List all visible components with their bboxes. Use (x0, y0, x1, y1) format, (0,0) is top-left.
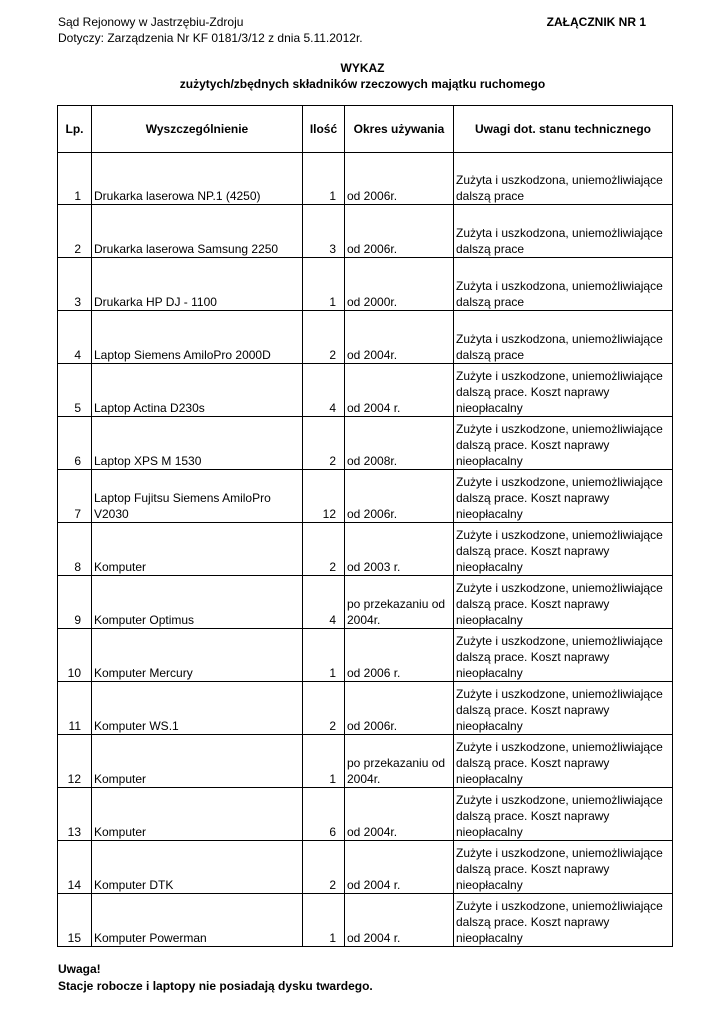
cell-remarks: Zużyta i uszkodzona, uniemożliwiające dalszą prace (454, 311, 673, 364)
cell-name: Komputer Mercury (92, 629, 303, 682)
table-row (58, 788, 673, 841)
document-title (0, 60, 725, 92)
note-text: Stacje robocze i laptopy nie posiadają dysku twardego. (58, 979, 373, 993)
cell-period: od 2004r. (345, 311, 454, 364)
cell-name: Laptop Actina D230s (92, 364, 303, 417)
cell-lp: 2 (58, 205, 92, 258)
cell-lp: 10 (58, 629, 92, 682)
cell-lp: 12 (58, 735, 92, 788)
cell-remarks: Zużyte i uszkodzone, uniemożliwiające dalszą prace. Koszt naprawy nieopłacalny (454, 629, 673, 682)
cell-name: Laptop Siemens AmiloPro 2000D (92, 311, 303, 364)
cell-lp: 6 (58, 417, 92, 470)
cell-name: Drukarka laserowa NP.1 (4250) (92, 153, 303, 205)
table-row (58, 576, 673, 629)
table-row (58, 364, 673, 417)
attachment-label: ZAŁĄCZNIK NR 1 (546, 15, 646, 29)
table-row (58, 470, 673, 523)
cell-lp: 1 (58, 153, 92, 205)
table-row (58, 311, 673, 364)
table-row (58, 894, 673, 947)
cell-period: od 2006r. (345, 205, 454, 258)
title-line-1: WYKAZ (340, 61, 385, 75)
table-row (58, 841, 673, 894)
cell-qty: 2 (303, 417, 345, 470)
cell-qty: 2 (303, 841, 345, 894)
cell-period: od 2004r. (345, 788, 454, 841)
court-name: Sąd Rejonowy w Jastrzębiu-Zdroju (58, 15, 244, 29)
column-header: Lp. (58, 106, 92, 153)
cell-lp: 5 (58, 364, 92, 417)
cell-lp: 4 (58, 311, 92, 364)
cell-remarks: Zużyte i uszkodzone, uniemożliwiające dalszą prace. Koszt naprawy nieopłacalny (454, 735, 673, 788)
cell-remarks: Zużyte i uszkodzone, uniemożliwiające dalszą prace. Koszt naprawy nieopłacalny (454, 576, 673, 629)
cell-period: od 2008r. (345, 417, 454, 470)
cell-qty: 1 (303, 153, 345, 205)
cell-name: Komputer WS.1 (92, 682, 303, 735)
cell-remarks: Zużyta i uszkodzona, uniemożliwiające dalszą prace (454, 205, 673, 258)
column-header: Okres używania (345, 106, 454, 153)
cell-qty: 1 (303, 894, 345, 947)
table-row (58, 629, 673, 682)
cell-name: Komputer (92, 523, 303, 576)
column-header: Wyszczególnienie (92, 106, 303, 153)
cell-qty: 1 (303, 735, 345, 788)
cell-name: Drukarka laserowa Samsung 2250 (92, 205, 303, 258)
cell-remarks: Zużyte i uszkodzone, uniemożliwiające dalszą prace. Koszt naprawy nieopłacalny (454, 470, 673, 523)
cell-lp: 8 (58, 523, 92, 576)
inventory-table (57, 105, 673, 947)
cell-qty: 4 (303, 364, 345, 417)
cell-name: Komputer Powerman (92, 894, 303, 947)
cell-remarks: Zużyta i uszkodzona, uniemożliwiające dalszą prace (454, 258, 673, 311)
cell-lp: 9 (58, 576, 92, 629)
cell-lp: 11 (58, 682, 92, 735)
table-row (58, 153, 673, 205)
note (58, 961, 373, 995)
cell-qty: 4 (303, 576, 345, 629)
table-row (58, 258, 673, 311)
cell-period: od 2006r. (345, 470, 454, 523)
cell-name: Drukarka HP DJ - 1100 (92, 258, 303, 311)
table-row (58, 417, 673, 470)
table-row (58, 523, 673, 576)
cell-name: Laptop Fujitsu Siemens AmiloPro V2030 (92, 470, 303, 523)
cell-qty: 1 (303, 258, 345, 311)
column-header: Ilość (303, 106, 345, 153)
cell-remarks: Zużyta i uszkodzona, uniemożliwiające dalszą prace (454, 153, 673, 205)
cell-name: Laptop XPS M 1530 (92, 417, 303, 470)
cell-period: po przekazaniu od 2004r. (345, 576, 454, 629)
cell-qty: 12 (303, 470, 345, 523)
cell-name: Komputer (92, 788, 303, 841)
cell-remarks: Zużyte i uszkodzone, uniemożliwiające dalszą prace. Koszt naprawy nieopłacalny (454, 841, 673, 894)
cell-qty: 1 (303, 629, 345, 682)
cell-period: od 2006r. (345, 682, 454, 735)
cell-remarks: Zużyte i uszkodzone, uniemożliwiające dalszą prace. Koszt naprawy nieopłacalny (454, 894, 673, 947)
column-header: Uwagi dot. stanu technicznego (454, 106, 673, 153)
cell-period: po przekazaniu od 2004r. (345, 735, 454, 788)
cell-lp: 15 (58, 894, 92, 947)
cell-period: od 2004 r. (345, 841, 454, 894)
cell-period: od 2004 r. (345, 894, 454, 947)
note-label: Uwaga! (58, 962, 101, 976)
table-row (58, 205, 673, 258)
table-row (58, 682, 673, 735)
cell-period: od 2003 r. (345, 523, 454, 576)
cell-qty: 2 (303, 311, 345, 364)
table-header-row (58, 106, 673, 153)
document-header (58, 14, 363, 46)
title-line-2: zużytych/zbędnych składników rzeczowych majątku ruchomego (179, 77, 546, 91)
cell-name: Komputer DTK (92, 841, 303, 894)
cell-remarks: Zużyte i uszkodzone, uniemożliwiające dalszą prace. Koszt naprawy nieopłacalny (454, 364, 673, 417)
cell-lp: 7 (58, 470, 92, 523)
cell-name: Komputer (92, 735, 303, 788)
cell-period: od 2006r. (345, 153, 454, 205)
cell-period: od 2006 r. (345, 629, 454, 682)
cell-qty: 6 (303, 788, 345, 841)
cell-lp: 13 (58, 788, 92, 841)
cell-remarks: Zużyte i uszkodzone, uniemożliwiające dalszą prace. Koszt naprawy nieopłacalny (454, 682, 673, 735)
cell-remarks: Zużyte i uszkodzone, uniemożliwiające dalszą prace. Koszt naprawy nieopłacalny (454, 788, 673, 841)
cell-lp: 14 (58, 841, 92, 894)
table-row (58, 735, 673, 788)
cell-qty: 2 (303, 682, 345, 735)
cell-name: Komputer Optimus (92, 576, 303, 629)
cell-qty: 2 (303, 523, 345, 576)
cell-period: od 2004 r. (345, 364, 454, 417)
cell-lp: 3 (58, 258, 92, 311)
cell-remarks: Zużyte i uszkodzone, uniemożliwiające dalszą prace. Koszt naprawy nieopłacalny (454, 417, 673, 470)
reference-line: Dotyczy: Zarządzenia Nr KF 0181/3/12 z dnia 5.11.2012r. (58, 31, 363, 45)
cell-period: od 2000r. (345, 258, 454, 311)
cell-remarks: Zużyte i uszkodzone, uniemożliwiające dalszą prace. Koszt naprawy nieopłacalny (454, 523, 673, 576)
table-body (58, 153, 673, 947)
cell-qty: 3 (303, 205, 345, 258)
